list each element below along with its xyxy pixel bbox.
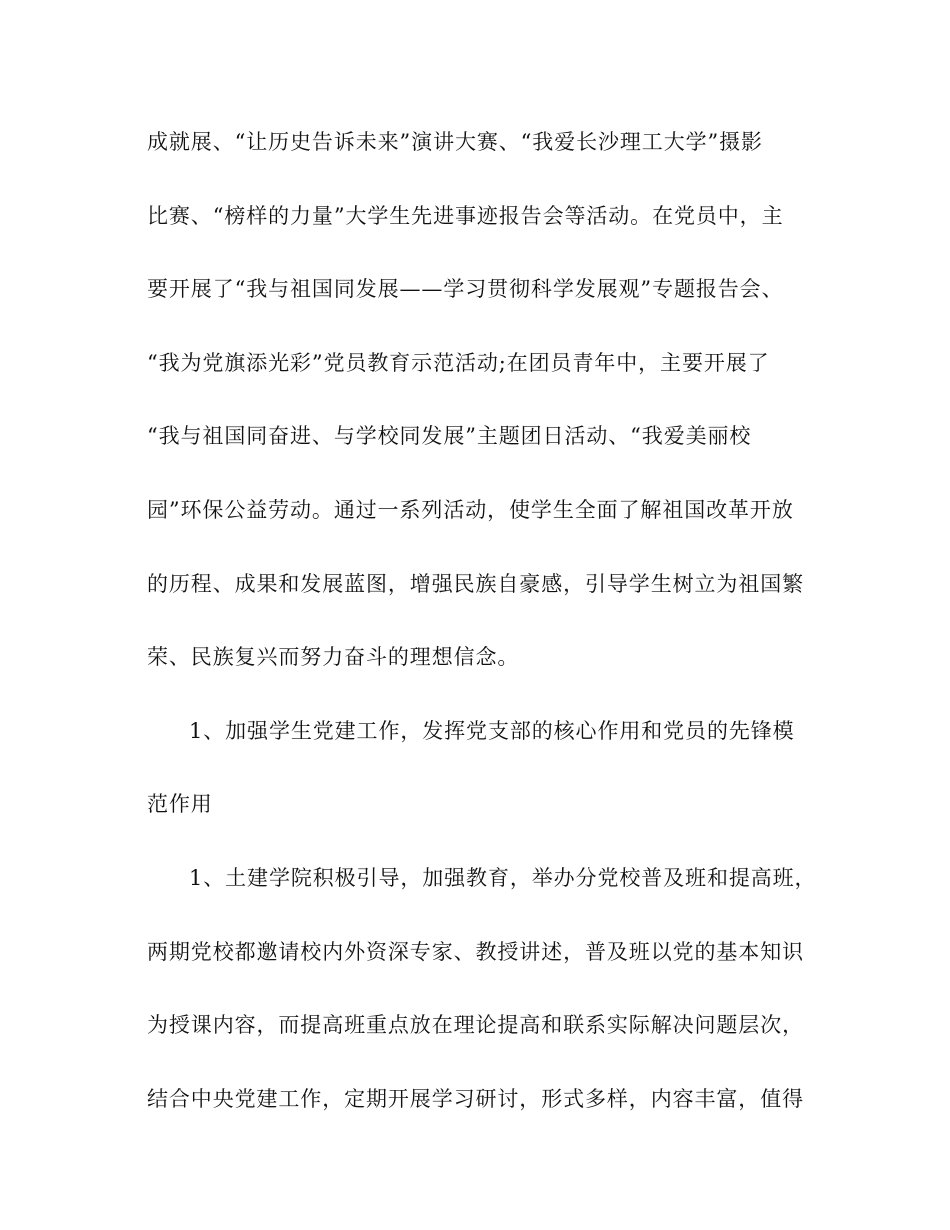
text-line: 要开展了“我与祖国同发展——学习贯彻科学发展观”专题报告会、 [147, 277, 784, 302]
body-text [147, 124, 817, 1154]
text-line: 结合中央党建工作，定期开展学习研讨，形式多样，内容丰富，值得 [147, 1086, 804, 1111]
text-line: 的历程、成果和发展蓝图，增强民族自豪感，引导学生树立为祖国繁 [147, 571, 804, 596]
text-line: 为授课内容，而提高班重点放在理论提高和联系实际解决问题层次， [147, 1013, 804, 1038]
text-line: 成就展、“让历史告诉未来”演讲大赛、“我爱长沙理工大学”摄影 [147, 130, 763, 154]
text-line: 比赛、“榜样的力量”大学生先进事迹报告会等活动。在党员中，主 [147, 203, 784, 228]
text-line-paragraph-start: 1、土建学院积极引导，加强教育，举办分党校普及班和提高班， [189, 865, 817, 890]
text-line: 两期党校都邀请校内外资深专家、教授讲述，普及班以党的基本知识 [147, 939, 804, 964]
text-line: “我与祖国同奋进、与学校同发展”主题团日活动、“我爱美丽校 [147, 424, 752, 449]
text-line: 范作用 [147, 792, 213, 817]
text-line: “我为党旗添光彩”党员教育示范活动;在团员青年中，主要开展了 [147, 350, 770, 375]
text-line: 园”环保公益劳动。通过一系列活动，使学生全面了解祖国改革开放 [147, 497, 794, 522]
text-line-heading: 1、加强学生党建工作，发挥党支部的核心作用和党员的先锋模 [189, 718, 795, 743]
text-line: 荣、民族复兴而努力奋斗的理想信念。 [147, 645, 520, 670]
